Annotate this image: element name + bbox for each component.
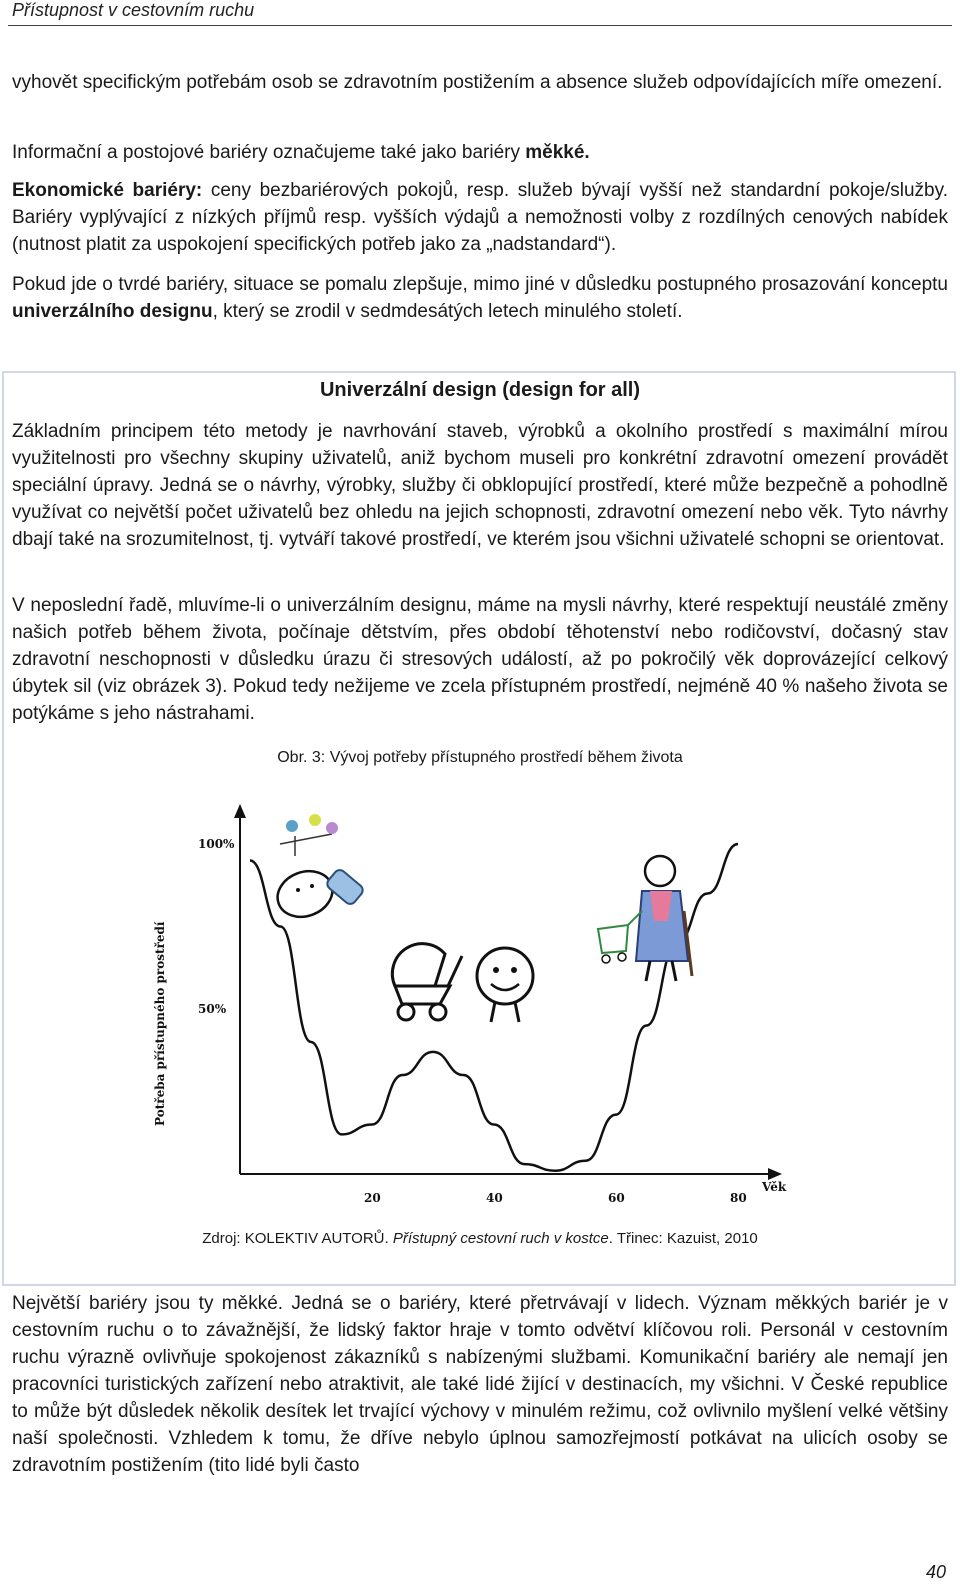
y-axis-label: Potřeba přístupného prostředí	[153, 921, 167, 1126]
stroller-illustration	[392, 944, 462, 1020]
bold-text: univerzálního designu	[12, 301, 213, 322]
figure-caption: Obr. 3: Vývoj potřeby přístupného prostředí během života	[277, 749, 683, 766]
paragraph-intro-1: vyhovět specifickým potřebám osob se zdravotním postižením a absence služeb odpovídajících míře omezení.	[12, 72, 943, 93]
source-title: Přístupný cestovní ruch v kostce	[392, 1230, 609, 1247]
box-title: Univerzální design (design for all)	[319, 379, 641, 401]
paragraph-intro-3	[12, 177, 948, 258]
paragraph-outro: Největší bariéry jsou ty měkké. Jedná se o bariéry, které přetrvávají v lidech. Význam měkkých bariér je v cestovním ruchu o to závažnější, že lidský faktor hraje v tomto odvětví klíčovou roli. Personál v cestovním ruchu výrazně ovlivňuje spokojenost zákazníků s nabízenými službami. Komunikační bariéry ale nemají jen pracovníci turistických zařízení nebo atraktivit, ale také lidé žijící v destinacích, my všichni. V České republice to může být důsledek několik desítek let trvající výchovy v minulém režimu, což ovlivnilo myšlení velké většiny naší společnosti. Vzhledem k tomu, že dříve nebylo úplnou samozřejmostí potkávat na ulicích osoby se zdravotním postižením (tito lidé byli často	[12, 1293, 948, 1476]
chart-svg	[140, 796, 820, 1236]
child-illustration	[477, 948, 533, 1022]
x-tick-label: 60	[608, 1191, 625, 1205]
text: Pokud jde o tvrdé bariéry, situace se pomalu zlepšuje, mimo jiné v důsledku postupného prosazování konceptu	[12, 274, 948, 295]
x-tick-label: 80	[730, 1191, 747, 1205]
bold-text: měkké.	[525, 142, 590, 163]
source-text: . Třinec: Kazuist, 2010	[608, 1230, 758, 1247]
figure-source	[0, 1230, 960, 1247]
figure-life-needs	[140, 796, 820, 1236]
x-tick-label: 40	[486, 1191, 503, 1205]
page-header: Přístupnost v cestovním ruchu	[12, 0, 255, 20]
y-tick-label: 100%	[198, 837, 235, 851]
paragraph-intro-4	[12, 271, 948, 325]
paragraph-intro-2	[12, 139, 948, 166]
y-tick-label: 50%	[198, 1002, 227, 1016]
x-ticks	[364, 1191, 747, 1205]
x-axis-arrow	[768, 1168, 782, 1180]
text: , který se zrodil v sedmdesátých letech minulého století.	[212, 301, 683, 322]
box-paragraph-2: V neposlední řadě, mluvíme-li o univerzálním designu, máme na mysli návrhy, které respektují neustálé změny našich potřeb během života, počínaje dětstvím, přes období těhotenství nebo rodičovství, dočasný stav zdravotní neschopnosti v důsledku úrazu či stresových událostí, až po pokročilý věk doprovázející celkový úbytek sil (viz obrázek 3). Pokud tedy nežijeme ve zcela přístupném prostředí, nejméně 40 % našeho života se potýkáme s jeho nástrahami.	[12, 595, 948, 724]
header-rule	[8, 25, 952, 26]
page-number: 40	[925, 1562, 946, 1582]
text: ceny bezbariérových pokojů, resp. služeb bývají vyšší než standardní pokoje/služby. Bariéry vyplývající z nízkých příjmů resp. vyšších výdajů a nemožnosti volby z rozdílných cenových nabídek (nutnost platit za uspokojení specifických potřeb jako za „nadstandard“).	[12, 180, 948, 255]
text: Informační a postojové bariéry označujeme také jako bariéry	[12, 142, 526, 163]
x-axis-label: Věk	[762, 1180, 787, 1194]
y-axis-arrow	[234, 804, 246, 818]
y-ticks	[198, 837, 235, 1016]
baby-illustration	[271, 814, 365, 924]
box-paragraph-1: Základním principem této metody je navrhování staveb, výrobků a okolního prostředí s maximální mírou využitelnosti pro všechny skupiny uživatelů, aniž bychom museli pro konkrétní zdravotní omezení provádět speciální úpravy. Jedná se o návrhy, výrobky, služby či obklopující prostředí, které může bezpečně a pohodlně využívat co největší počet uživatelů bez ohledu na jejich schopnosti, zdravotní omezení nebo věk. Tyto návrhy dbají také na srozumitelnost, tj. vytváří takové prostředí, ve kterém jsou všichni uživatelé schopni se orientovat.	[12, 421, 948, 550]
elderly-illustration	[598, 856, 692, 981]
x-tick-label: 20	[364, 1191, 381, 1205]
bold-text: Ekonomické bariéry:	[12, 180, 203, 201]
source-text: Zdroj: KOLEKTIV AUTORŮ.	[202, 1230, 393, 1247]
